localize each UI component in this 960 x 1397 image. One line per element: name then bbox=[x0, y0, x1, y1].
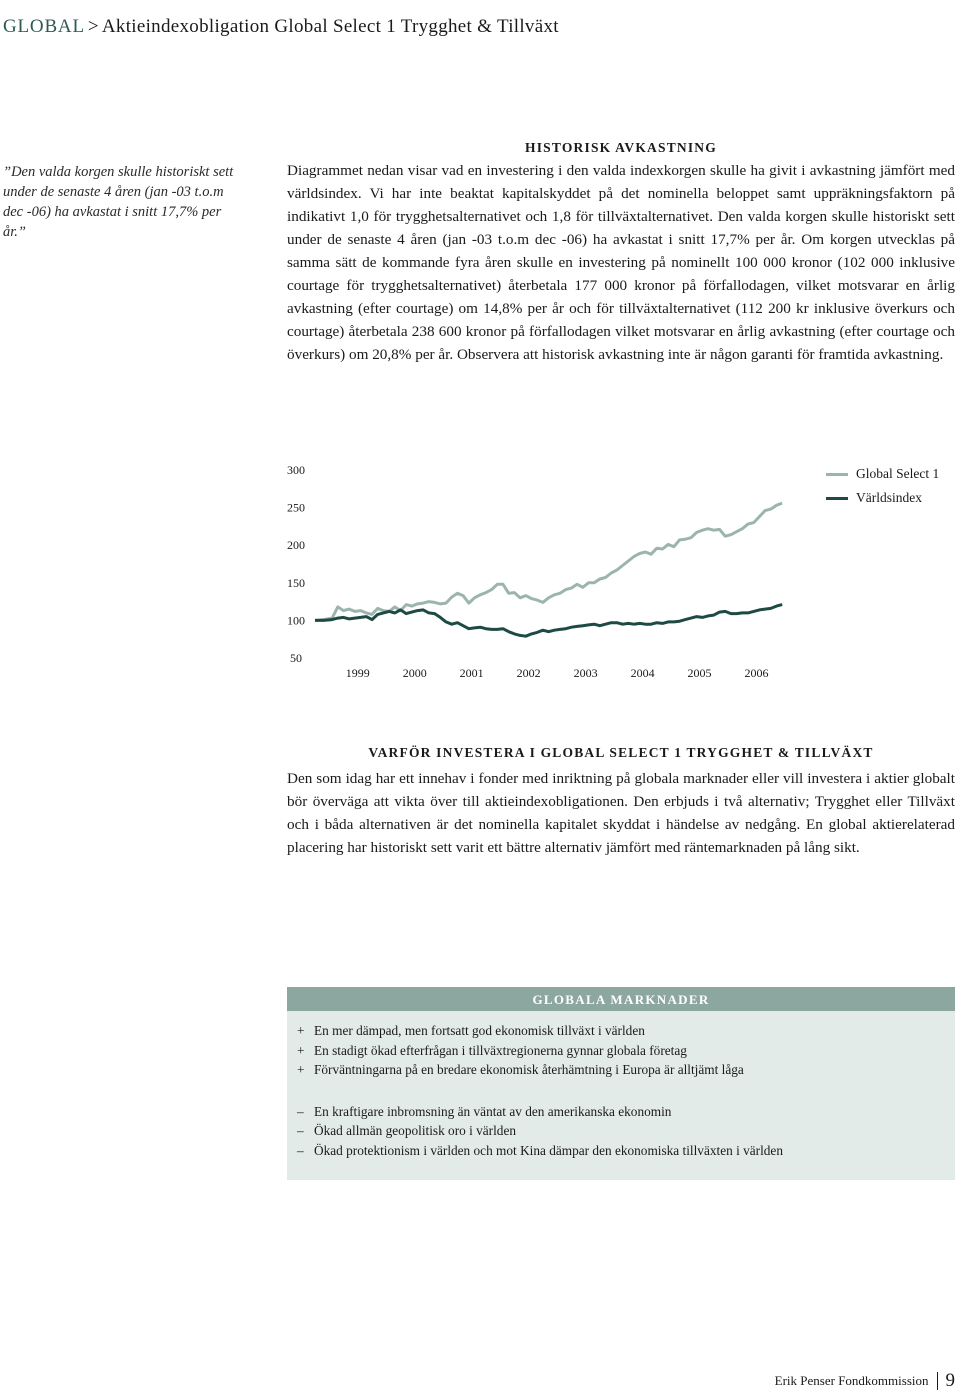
y-tick-label: 100 bbox=[287, 613, 305, 628]
list-item bbox=[287, 1102, 955, 1122]
plus-icon: + bbox=[297, 1062, 305, 1077]
x-tick-label: 2006 bbox=[744, 666, 769, 680]
pull-quote: ”Den valda korgen skulle historiskt sett under de senaste 4 åren (jan -03 t.o.m dec -06) ha avkastat i snitt 17,7% per år.” bbox=[3, 164, 234, 240]
list-item-text: Ökad protektionism i världen och mot Kina dämpar den ekonomiska tillväxten i världen bbox=[314, 1142, 783, 1158]
list-item-text: En mer dämpad, men fortsatt god ekonomisk tillväxt i världen bbox=[314, 1023, 645, 1038]
why-invest-section bbox=[287, 745, 955, 859]
legend-label-world-index: Världsindex bbox=[856, 490, 922, 505]
y-tick-label: 150 bbox=[287, 575, 305, 590]
legend-swatch-global-select bbox=[826, 473, 848, 476]
page-title: Aktieindexobligation Global Select 1 Trygghet & Tillväxt bbox=[101, 16, 559, 37]
legend-swatch-world-index bbox=[826, 497, 848, 500]
legend-label-global-select: Global Select 1 bbox=[856, 466, 940, 481]
why-invest-heading: VARFÖR INVESTERA I GLOBAL SELECT 1 TRYGGHET & TILLVÄXT bbox=[368, 745, 874, 760]
y-tick-label: 250 bbox=[287, 500, 305, 515]
y-tick-label: 200 bbox=[287, 538, 305, 553]
list-item bbox=[287, 1021, 955, 1041]
list-item-text: En kraftigare inbromsning än väntat av den amerikanska ekonomin bbox=[314, 1103, 672, 1119]
legend-item-global-select bbox=[826, 462, 939, 486]
page-number: 9 bbox=[937, 1372, 956, 1390]
list-item-text: Ökad allmän geopolitisk oro i världen bbox=[314, 1123, 516, 1138]
minus-icon: – bbox=[297, 1103, 304, 1119]
legend-item-world-index bbox=[826, 486, 939, 510]
list-item-text: Förväntningarna på en bredare ekonomisk återhämtning i Europa är alltjämt låga bbox=[314, 1062, 744, 1077]
y-tick-label: 50 bbox=[290, 651, 302, 665]
global-markets-box bbox=[287, 987, 955, 1180]
plus-icon: + bbox=[297, 1042, 305, 1058]
why-invest-text: Den som idag har ett innehav i fonder med inriktning på globala marknader eller vill investera i aktier globalt bör överväga att vikta över till aktieindexobligationen. Den erbjuds i två alternativ; Trygghet eller Tillväxt och i båda alternativen är det nominella kapitalet skyddat i händelse av nedgång. En global aktierelaterad placering har historiskt sett varit ett bättre alternativ jämfört med räntemarknaden på lång sikt. bbox=[287, 770, 955, 856]
minus-icon: – bbox=[297, 1123, 304, 1138]
x-tick-label: 2005 bbox=[687, 666, 712, 680]
list-item bbox=[287, 1041, 955, 1061]
cons-list bbox=[287, 1102, 955, 1161]
section-label: GLOBAL bbox=[3, 16, 85, 37]
chart-legend bbox=[826, 462, 939, 510]
minus-icon: – bbox=[297, 1142, 304, 1158]
historical-return-text: Diagrammet nedan visar vad en investering i den valda indexkorgen skulle ha givit i avkastning jämfört med världsindex. Vi har inte beaktat kapitalskyddet på det nominella beloppet samt uppräkningsfaktorn på indikativt 1,0 för trygghetsalternativet och 1,8 för tillväxtalternativet. Den valda korgen skulle historiskt sett under de senaste 4 åren (jan -03 t.o.m dec -06) ha avkastat i snitt 17,7% per år. Om korgen utvecklas på samma sätt de kommande fyra åren skulle en investering på nominellt 100 000 kronor (102 000 inklusive courtage för trygghetsalternativet) återbetala 177 000 kronor på förfallodagen, vilket motsvarar en årlig avkastning (efter courtage) om 14,8% per år och för tillväxtalternativet (112 200 kr inklusive överkurs och courtage) återbetala 238 600 kronor på förfallodagen vilket motsvarar en årlig avkastning (efter courtage och överkurs) om 20,8% per år. Observera att historisk avkastning inte är någon garanti för framtida avkastning. bbox=[287, 162, 955, 363]
x-tick-label: 2000 bbox=[402, 666, 427, 680]
plus-icon: + bbox=[297, 1023, 305, 1038]
global-markets-title: GLOBALA MARKNADER bbox=[287, 987, 955, 1011]
y-tick-label: 300 bbox=[287, 463, 305, 477]
historical-return-section bbox=[287, 140, 955, 366]
breadcrumb-separator: > bbox=[87, 16, 99, 37]
page-footer bbox=[775, 1372, 955, 1390]
x-tick-label: 2003 bbox=[573, 666, 598, 680]
page-header bbox=[3, 16, 559, 38]
series-line-global-select bbox=[315, 503, 782, 620]
x-tick-label: 2002 bbox=[516, 666, 541, 680]
pros-list bbox=[287, 1021, 955, 1080]
x-tick-label: 2001 bbox=[459, 666, 484, 680]
list-item-text: En stadigt ökad efterfrågan i tillväxtregionerna gynnar globala företag bbox=[314, 1042, 687, 1058]
x-tick-label: 1999 bbox=[345, 666, 370, 680]
list-item bbox=[287, 1141, 955, 1161]
list-item bbox=[287, 1121, 955, 1141]
historical-return-heading: HISTORISK AVKASTNING bbox=[525, 140, 717, 155]
footer-company: Erik Penser Fondkommission bbox=[774, 1373, 929, 1388]
x-tick-label: 2004 bbox=[630, 666, 655, 680]
list-item bbox=[287, 1060, 955, 1080]
